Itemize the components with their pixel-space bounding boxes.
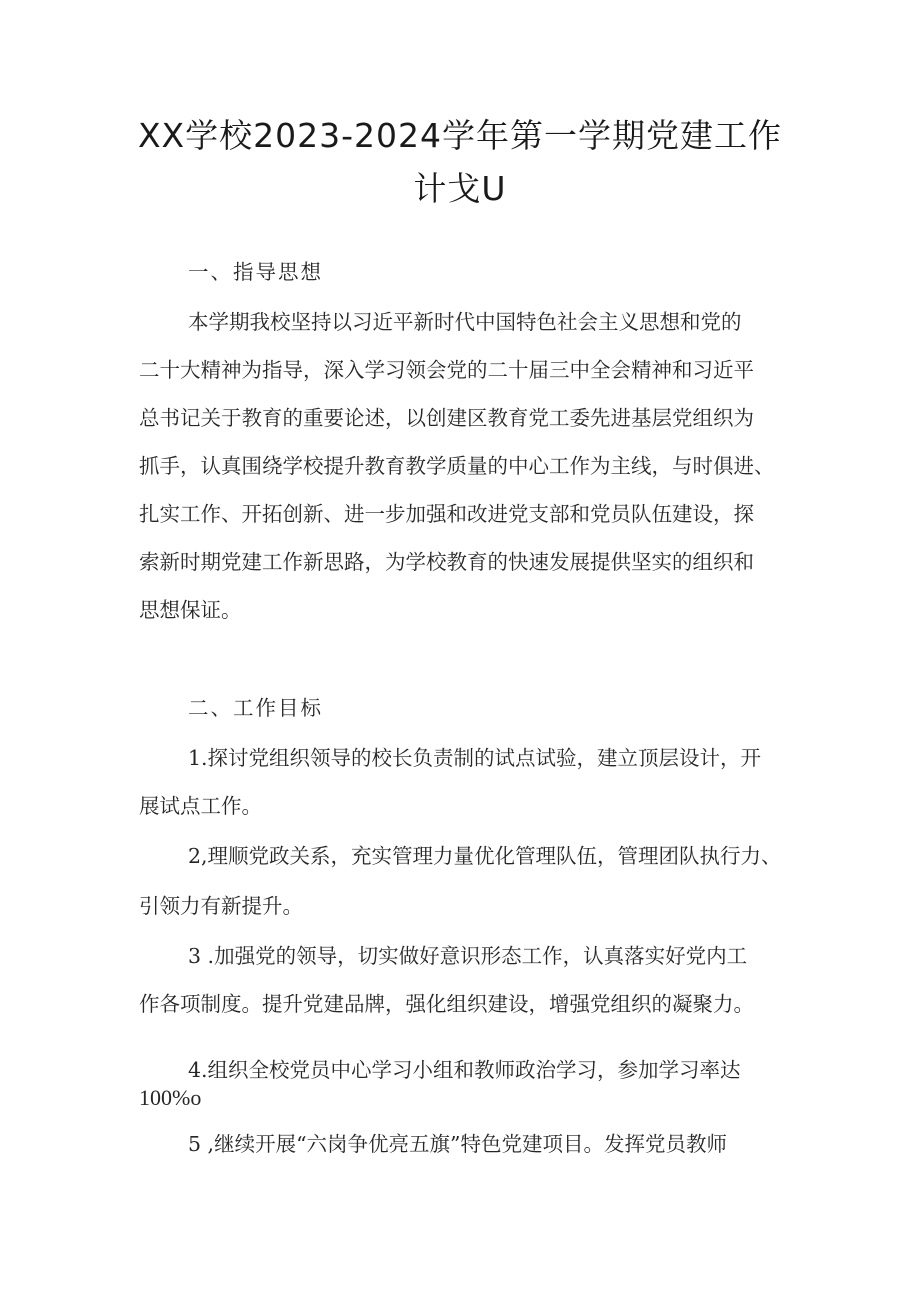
paragraph-line: 索新时期党建工作新思路，为学校教育的快速发展提供坚实的组织和: [139, 550, 754, 574]
goal-item-3-line-1: 3 .加强党的领导，切实做好意识形态工作，认真落实好党内工: [188, 944, 748, 968]
paragraph-line: 思想保证。: [139, 598, 242, 622]
document-title-line-2: 计戈U: [413, 169, 507, 208]
document-title-line-1: XX学校2023-2024学年第一学期党建工作: [137, 116, 783, 155]
goal-item-5-line-1: 5 ,继续开展“六岗争优亮五旗”特色党建项目。发挥党员教师: [188, 1132, 728, 1156]
section-heading-guiding-ideology: 一、指导思想: [188, 260, 323, 284]
section-heading-work-goals: 二、工作目标: [188, 696, 323, 720]
goal-item-3-line-2: 作各项制度。提升党建品牌，强化组织建设，增强党组织的凝聚力。: [139, 992, 754, 1016]
goal-item-2-line-2: 引领力有新提升。: [139, 894, 303, 918]
paragraph-line: 抓手，认真围绕学校提升教育教学质量的中心工作为主线，与时俱进、: [139, 454, 775, 478]
goal-item-4-line-2: 100%o: [139, 1085, 202, 1110]
goal-item-2-line-1: 2,理顺党政关系，充实管理力量优化管理队伍，管理团队执行力、: [188, 844, 782, 868]
paragraph-line: 二十大精神为指导，深入学习领会党的二十届三中全会精神和习近平: [139, 358, 754, 382]
goal-item-4-line-1: 4.组织全校党员中心学习小组和教师政治学习，参加学习率达: [188, 1058, 741, 1082]
paragraph-line: 扎实工作、开拓创新、进一步加强和改进党支部和党员队伍建设，探: [139, 502, 754, 526]
paragraph-line: 总书记关于教育的重要论述，以创建区教育党工委先进基层党组织为: [139, 406, 754, 430]
goal-item-1-line-2: 展试点工作。: [139, 794, 262, 818]
paragraph-line: 本学期我校坚持以习近平新时代中国特色社会主义思想和党的: [188, 310, 742, 334]
goal-item-1-line-1: 1.探讨党组织领导的校长负责制的试点试验，建立顶层设计，开: [188, 746, 762, 770]
